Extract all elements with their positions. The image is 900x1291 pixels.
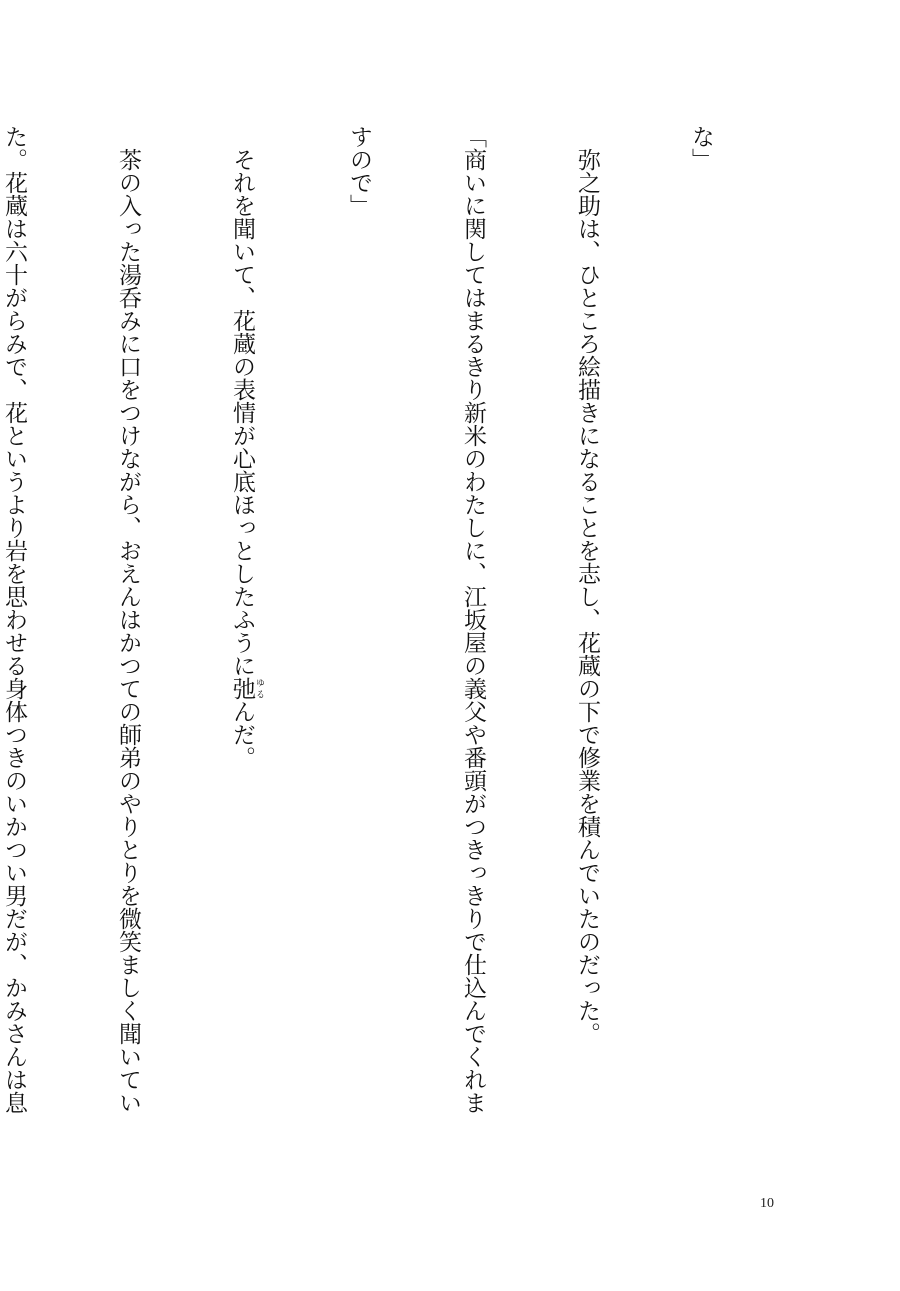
text-line: 茶の入った湯呑みに口をつけながら、おえんはかつての師弟のやりとりを微笑ましく聞いてい: [115, 148, 141, 1114]
text-line: それを聞いて、花蔵の表情が心底ほっとしたふうに弛 ゆるんだ。: [229, 148, 264, 769]
page-number: 10: [760, 1196, 774, 1211]
body-text: [1, 125, 796, 1135]
text-line: 「商いに関してはまるきり新米のわたしに、江坂屋の義父や番頭がつきっきりで仕込んでくれま: [460, 125, 486, 1114]
text-line: 弥之助は、ひところ絵描きになることを志し、花蔵の下で修業を積んでいたのだった。: [574, 148, 600, 1045]
text-line: た。花蔵は六十がらみで、花というより岩を思わせる身体つきのいかつい男だが、かみさんは息: [1, 125, 27, 1114]
text-line: な」: [688, 125, 714, 171]
text-line: すので」: [346, 125, 372, 217]
ruby-annotation: 弛 ゆる: [229, 677, 264, 700]
